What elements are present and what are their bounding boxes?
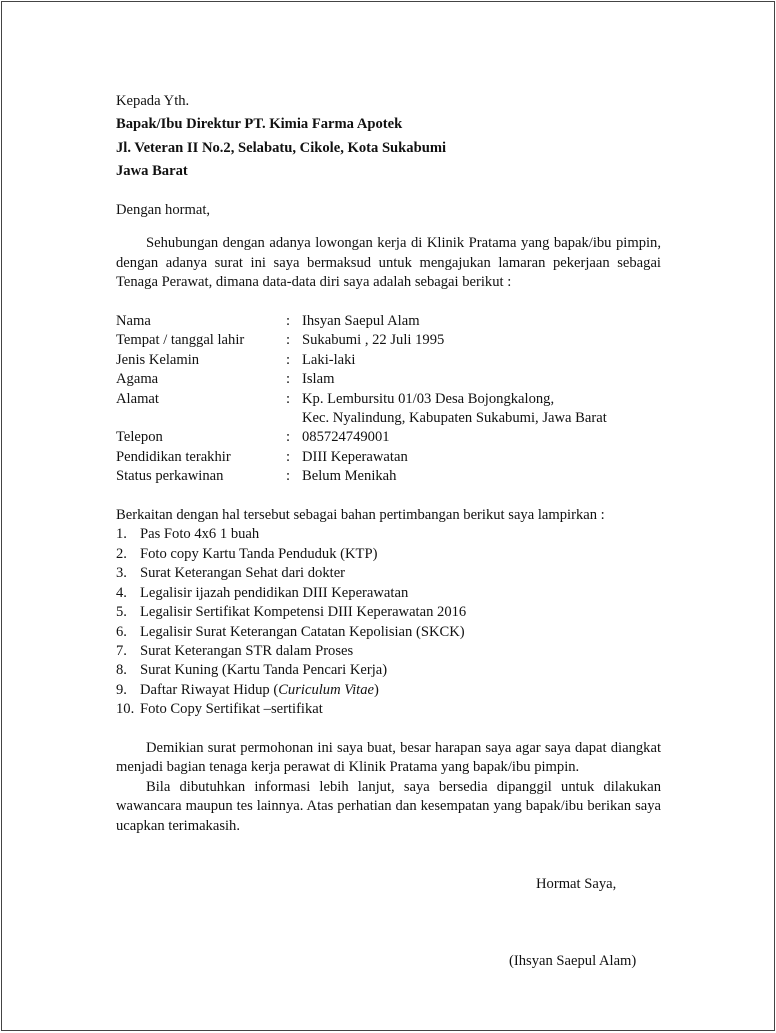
item-number: 4. xyxy=(116,584,127,601)
bio-colon: : xyxy=(286,468,291,485)
bio-value: Laki-laki xyxy=(302,351,356,368)
list-item xyxy=(116,525,661,544)
bio-label: Jenis Kelamin xyxy=(116,351,200,368)
list-item xyxy=(116,700,661,719)
bio-value: Kp. Lembursitu 01/03 Desa Bojongkalong, xyxy=(302,390,555,407)
item-number: 10. xyxy=(116,701,135,718)
signoff: Hormat Saya, xyxy=(536,875,617,892)
table-row xyxy=(116,448,607,467)
bio-value: Ihsyan Saepul Alam xyxy=(302,313,420,330)
item-number: 9. xyxy=(116,681,127,698)
salutation: Dengan hormat, xyxy=(116,202,211,219)
table-row xyxy=(116,467,607,486)
bio-value: Belum Menikah xyxy=(302,468,397,485)
item-text: Surat Keterangan Sehat dari dokter xyxy=(140,565,346,582)
bio-colon: : xyxy=(286,332,291,349)
letter-page xyxy=(1,1,775,1031)
signature-name: (Ihsyan Saepul Alam) xyxy=(509,953,637,970)
item-text: Legalisir ijazah pendidikan DIII Keperawatan xyxy=(140,584,409,601)
item-text-italic: Curiculum Vitae xyxy=(278,681,374,698)
bio-label: Pendidikan terakhir xyxy=(116,448,231,465)
item-number: 3. xyxy=(116,565,127,582)
bio-table xyxy=(116,312,607,487)
table-row xyxy=(116,312,607,331)
recipient-greeting: Kepada Yth. xyxy=(116,93,190,109)
bio-colon: : xyxy=(286,390,291,407)
attachments-list xyxy=(116,525,661,719)
bio-label: Telepon xyxy=(116,429,163,446)
item-number: 2. xyxy=(116,545,127,562)
list-item xyxy=(116,545,661,564)
list-item xyxy=(116,564,661,583)
table-row xyxy=(116,390,607,409)
item-text: Foto Copy Sertifikat –sertifikat xyxy=(140,701,323,718)
table-row xyxy=(116,409,607,428)
item-text: Legalisir Sertifikat Kompetensi DIII Keperawatan 2016 xyxy=(140,604,467,621)
item-number: 6. xyxy=(116,623,127,640)
bio-label: Agama xyxy=(116,371,159,388)
bio-value: 085724749001 xyxy=(302,429,390,446)
list-item xyxy=(116,603,661,622)
bio-label: Alamat xyxy=(116,390,159,407)
recipient-name: Bapak/Ibu Direktur PT. Kimia Farma Apotek xyxy=(116,116,403,133)
table-row xyxy=(116,351,607,370)
item-number: 8. xyxy=(116,662,127,679)
item-text-after: ) xyxy=(374,681,379,698)
item-text: Daftar Riwayat Hidup ( xyxy=(140,681,279,698)
bio-value: Islam xyxy=(302,371,335,388)
item-text-wrap xyxy=(140,681,379,700)
item-number: 5. xyxy=(116,604,127,621)
bio-colon: : xyxy=(286,429,291,446)
item-text: Foto copy Kartu Tanda Penduduk (KTP) xyxy=(140,545,378,562)
list-item xyxy=(116,584,661,603)
item-text: Legalisir Surat Keterangan Catatan Kepolisian (SKCK) xyxy=(140,623,465,640)
bio-value: Sukabumi , 22 Juli 1995 xyxy=(302,332,445,349)
closing-paragraph-2: Bila dibutuhkan informasi lebih lanjut, saya bersedia dipanggil untuk dilakukan wawancara maupun tes lainnya. Atas perhatian dan kesempatan yang bapak/ibu berikan saya ucapkan terimakasih. xyxy=(116,778,661,834)
list-item xyxy=(116,623,661,642)
item-text: Pas Foto 4x6 1 buah xyxy=(140,526,260,543)
item-text: Surat Keterangan STR dalam Proses xyxy=(140,642,354,659)
bio-label: Status perkawinan xyxy=(116,468,224,485)
bio-colon: : xyxy=(286,371,291,388)
table-row xyxy=(116,331,607,350)
recipient-address: Jl. Veteran II No.2, Selabatu, Cikole, Kota Sukabumi xyxy=(116,139,447,156)
letter-body xyxy=(116,92,661,972)
list-item xyxy=(116,642,661,661)
list-item xyxy=(116,661,661,680)
item-number: 7. xyxy=(116,642,127,659)
bio-label: Tempat / tanggal lahir xyxy=(116,332,245,349)
intro-paragraph: Sehubungan dengan adanya lowongan kerja di Klinik Pratama yang bapak/ibu pimpin, dengan adanya surat ini saya bermaksud untuk mengajukan lamaran pekerjaan sebagai Tenaga Perawat, dimana data-data diri saya adalah sebagai berikut : xyxy=(116,235,661,291)
table-row xyxy=(116,428,607,447)
recipient-province: Jawa Barat xyxy=(116,163,188,180)
attachments-intro: Berkaitan dengan hal tersebut sebagai bahan pertimbangan berikut saya lampirkan : xyxy=(116,507,605,524)
item-text: Surat Kuning (Kartu Tanda Pencari Kerja) xyxy=(140,662,388,679)
bio-value-continued: Kec. Nyalindung, Kabupaten Sukabumi, Jawa Barat xyxy=(302,410,607,427)
table-row xyxy=(116,370,607,389)
bio-colon: : xyxy=(286,448,291,465)
closing-paragraph-1: Demikian surat permohonan ini saya buat, besar harapan saya agar saya dapat diangkat menjadi bagian tenaga kerja perawat di Klinik Pratama yang bapak/ibu pimpin. xyxy=(116,739,661,776)
bio-colon: : xyxy=(286,313,291,330)
item-number: 1. xyxy=(116,526,127,543)
list-item xyxy=(116,681,661,700)
bio-value: DIII Keperawatan xyxy=(302,448,408,465)
bio-label: Nama xyxy=(116,313,151,330)
bio-colon: : xyxy=(286,351,291,368)
